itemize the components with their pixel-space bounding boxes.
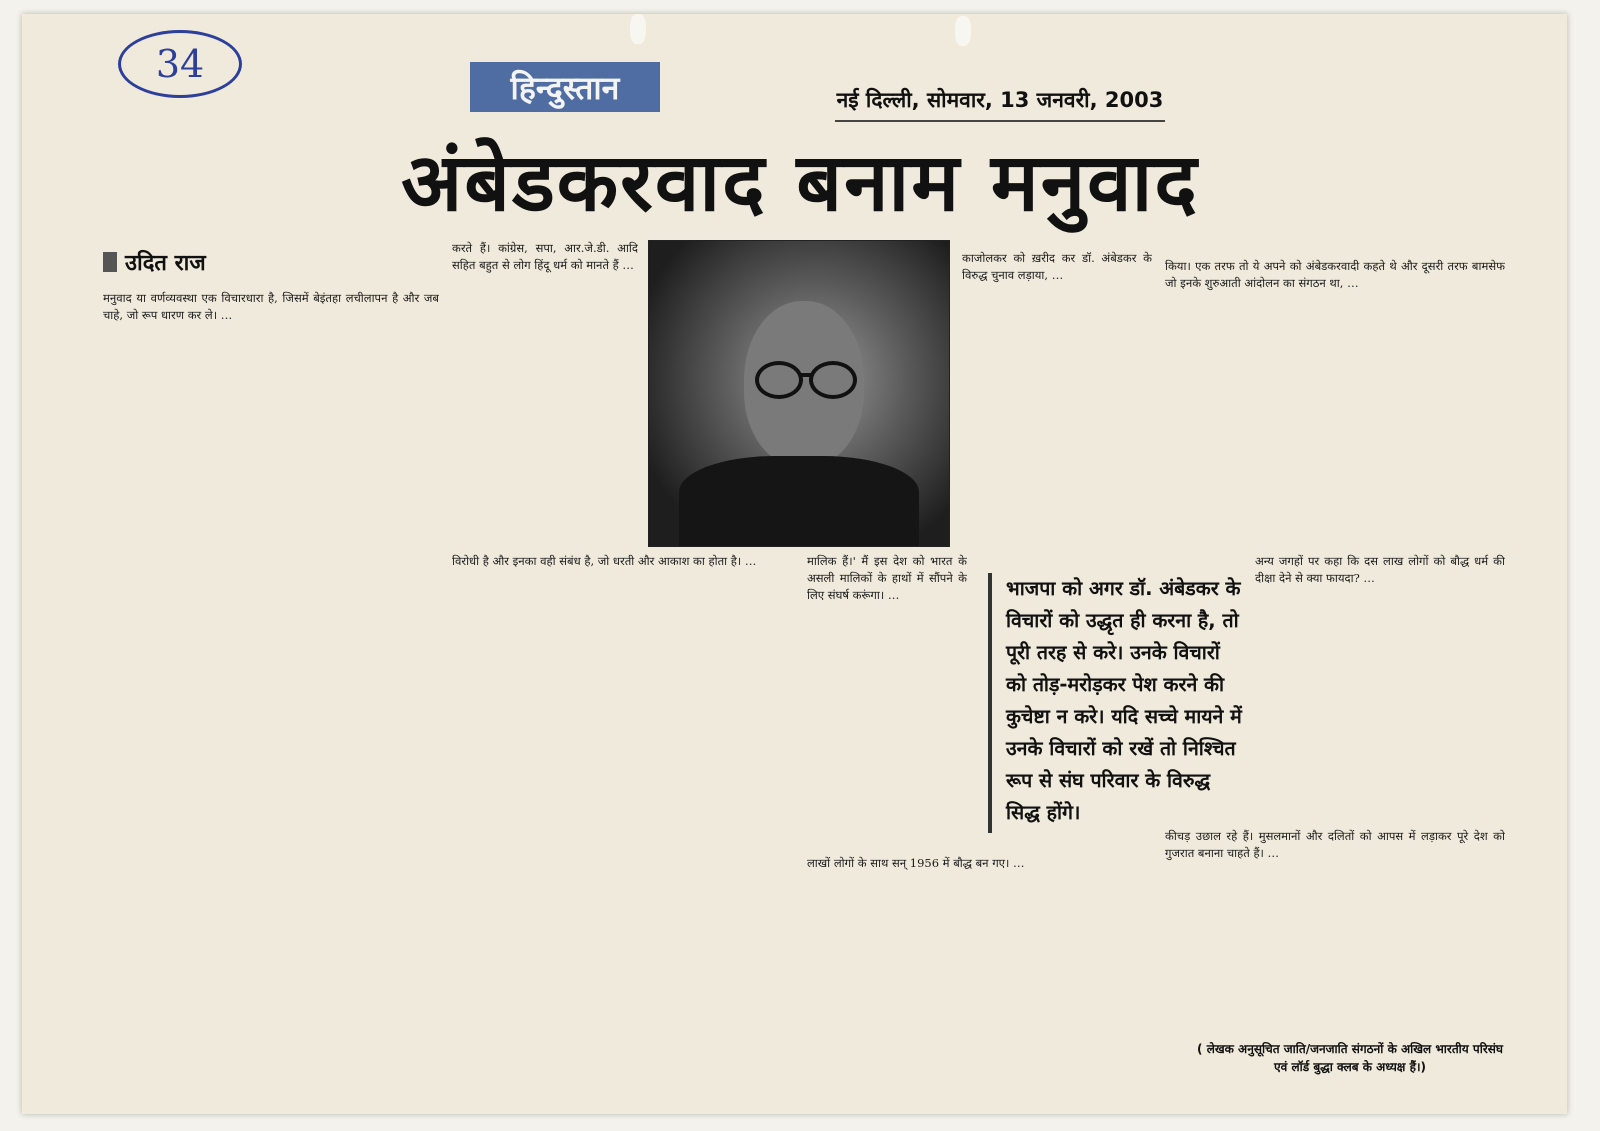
paragraph: लाखों लोगों के साथ सन् 1956 में बौद्ध बन गए। … <box>807 856 1025 870</box>
article-column-4-bottom <box>1165 828 1505 1038</box>
photo-glasses-bridge <box>801 373 811 377</box>
byline-marker-icon <box>103 252 117 272</box>
paragraph: अन्य जगहों पर कहा कि दस लाख लोगों को बौद्ध धर्म की दीक्षा देने से क्या फायदा? … <box>1255 554 1505 585</box>
newspaper-masthead: हिन्दुस्तान <box>470 62 660 112</box>
punch-hole-left <box>630 14 646 44</box>
pull-quote: भाजपा को अगर डॉ. अंबेडकर के विचारों को उद्धृत ही करना है, तो पूरी तरह से करे। उनके विचारों को तोड़-मरोड़कर पेश करने की कुचेष्टा न करे। यदि सच्चे मायने में उनके विचारों को रखें तो निश्चित रूप से संघ परिवार के विरुद्ध सिद्ध होंगे। <box>988 573 1246 833</box>
paragraph: मालिक हैं।' मैं इस देश को भारत के असली मालिकों के हाथों में सौंपने के लिए संघर्ष करूंगा। … <box>807 554 967 602</box>
article-column-3-bottom <box>807 855 1147 1075</box>
byline-author: उदित राज <box>125 251 206 276</box>
photo-glasses-left <box>755 361 803 399</box>
article-column-3-top <box>962 250 1152 550</box>
paragraph: विरोधी है और इनका वही संबंध है, जो धरती और आकाश का होता है। … <box>452 554 757 568</box>
article-headline: अंबेडकरवाद बनाम मनुवाद <box>401 136 1199 229</box>
article-column-3-middle <box>807 553 967 851</box>
punch-hole-right <box>955 16 971 46</box>
paragraph: किया। एक तरफ तो ये अपने को अंबेडकरवादी कहते थे और दूसरी तरफ बामसेफ जो इनके शुरुआती आंदोलन का संगठन था, … <box>1165 259 1505 290</box>
paragraph: कीचड़ उछाल रहे हैं। मुसलमानों और दलितों को आपस में लड़ाकर पूरे देश को गुजरात बनाना चाहते हैं। … <box>1165 829 1505 860</box>
article-column-4-top <box>1165 258 1505 546</box>
author-credit: ( लेखक अनुसूचित जाति/जनजाति संगठनों के अखिल भारतीय परिसंघ एवं लॉर्ड बुद्धा क्लब के अध्यक्ष हैं।) <box>1197 1042 1503 1074</box>
photo-glasses-right <box>809 361 857 399</box>
dateline: नई दिल्ली, सोमवार, 13 जनवरी, 2003 <box>835 80 1165 122</box>
article-column-2-bottom <box>452 553 792 1068</box>
paragraph: काजोलकर को ख़रीद कर डॉ. अंबेडकर के विरुद्ध चुनाव लड़ाया, … <box>962 251 1152 282</box>
article-column-1 <box>103 290 439 1068</box>
byline <box>103 247 206 277</box>
paragraph: करते हैं। कांग्रेस, सपा, आर.जे.डी. आदि सहित बहुत से लोग हिंदू धर्म को मानते हैं … <box>452 241 638 272</box>
photo-jacket <box>679 456 919 546</box>
handwritten-page-number: 34 <box>118 30 242 98</box>
paragraph: मनुवाद या वर्णव्यवस्था एक विचारधारा है, जिसमें बेइंतहा लचीलापन है और जब चाहे, जो रूप धारण कर ले। … <box>103 291 439 322</box>
portrait-photo <box>648 240 950 547</box>
article-column-2-top <box>452 240 638 545</box>
article-column-4-middle <box>1255 553 1505 823</box>
